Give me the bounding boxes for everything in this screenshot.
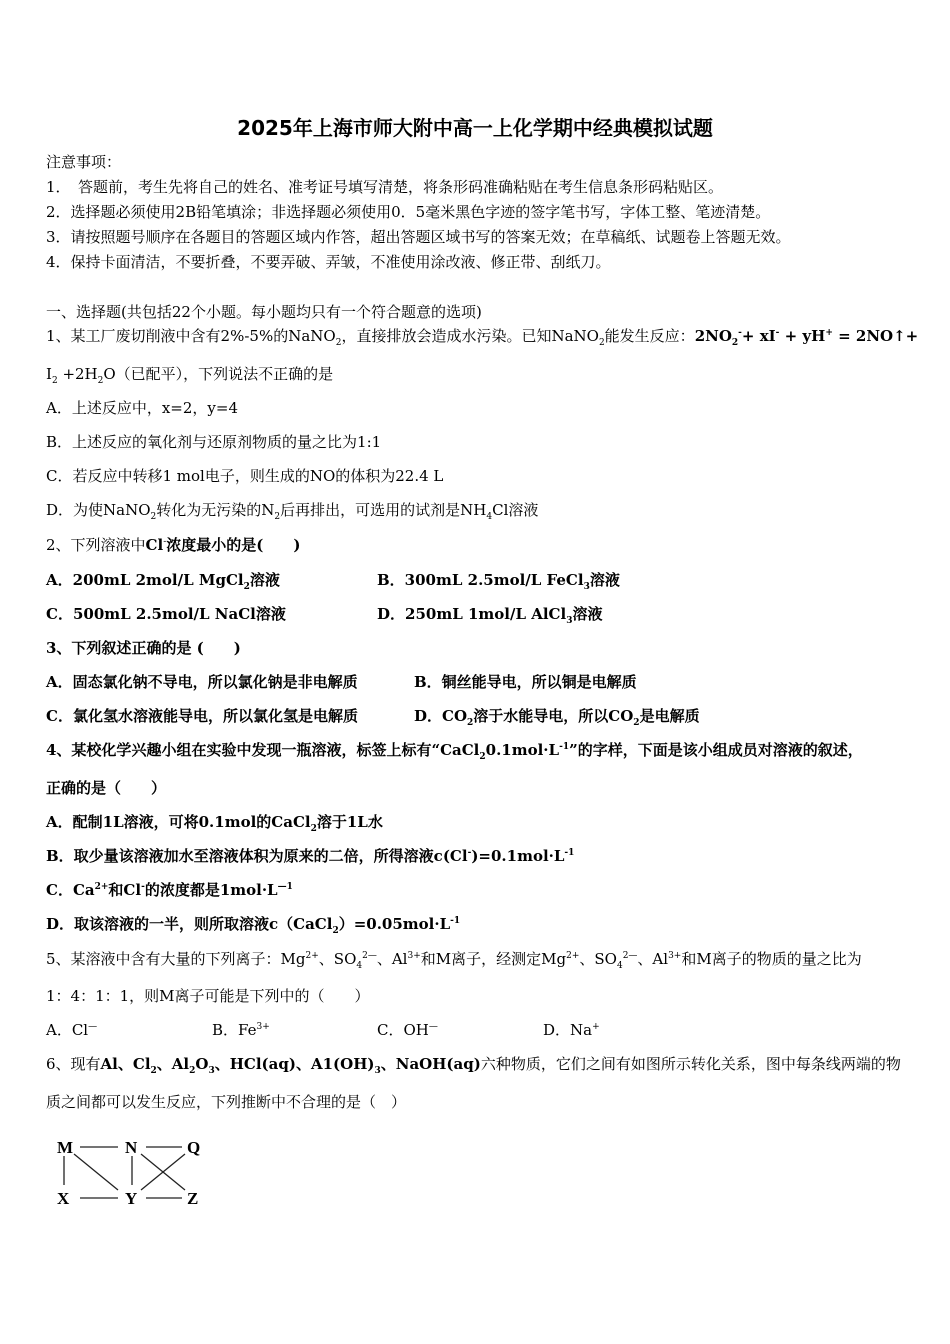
page-title: 2025年上海市师大附中高一上化学期中经典模拟试题 [237,116,713,140]
edge-m-y [74,1154,118,1190]
q5-option-a: A．Cl— [46,1021,98,1039]
q3-option-d: D．$CO_2$溶于水能导电，所以$CO_2$是电解质 [414,707,700,728]
node-y: Y [125,1189,138,1208]
notice-item-2: 2．选择题必须使用2B铅笔填涂；非选择题必须使用0．5毫米黑色字迹的签字笔书写，字体工整、笔迹清楚。 [46,203,771,221]
notice-item-1: 1． 答题前，考生先将自己的姓名、准考证号填写清楚，将条形码准确粘贴在考生信息条形码粘贴区。 [46,178,724,196]
notice-item-4: 4．保持卡面清洁，不要折叠，不要弄破、弄皱，不准使用涂改液、修正带、刮纸刀。 [46,253,611,271]
node-z: Z [187,1189,199,1208]
notice-heading: 注意事项： [46,153,122,171]
q2-option-a: A．200mL 2mol/L MgCl$_2$溶液 [46,571,280,592]
question-5-stem-cont: 1：4：1：1，则M离子可能是下列中的（ ） [46,987,370,1005]
reaction-diagram [50,1132,210,1212]
q5-option-c: C．OH— [377,1021,438,1039]
equation: $2NO_2^-+ xI^- + yH^+$ = 2NO↑+ [694,327,919,348]
q4-option-c: C．$Ca^{2+}$和Cl-的浓度都是$1mol\cdot L^{—1}$ [46,881,293,899]
q3-option-a: A．固态氯化钠不导电，所以氯化钠是非电解质 [46,673,358,691]
question-1-stem-cont: $I_2 +2H_2O$（已配平），下列说法不正确的是 [46,365,334,386]
q1-option-b: B．上述反应的氧化剂与还原剂物质的量之比为1:1 [46,433,382,451]
q2-option-b: B．300mL 2.5mol/L FeCl$_3$溶液 [377,571,620,592]
question-3-stem: 3、下列叙述正确的是 ( ) [46,639,241,657]
q3-option-c: C．氯化氢水溶液能导电，所以氯化氢是电解质 [46,707,358,725]
q4-option-d: D．取该溶液的一半，则所取溶液$c(CaCl_2)=0.05mol\cdot L^{-1}$ [46,915,461,936]
question-6-stem: 6、现有Al、$Cl_2$、$Al_2O_3$、HCl(aq)、$A1(OH)_3$、NaOH(aq)六种物质，它们之间有如图所示转化关系，图中每条线两端的物 [46,1055,901,1076]
node-n: N [125,1138,138,1157]
question-6-stem-cont: 质之间都可以发生反应，下列推断中不合理的是（ ） [46,1093,407,1111]
q2-option-d: D．250mL 1mol/L AlCl$_3$溶液 [377,605,603,626]
node-q: Q [187,1138,201,1157]
q1-option-d: D．为使NaNO$_2$转化为无污染的$N_2$后再排出，可选用的试剂是$NH_4Cl$溶液 [46,501,539,522]
node-m: M [57,1138,74,1157]
q2-option-c: C．500mL 2.5mol/L NaCl溶液 [46,605,286,623]
q5-option-b: B．$Fe^{3+}$ [212,1021,270,1039]
q1-option-a: A．上述反应中，x=2，y=4 [46,399,238,417]
q4-option-a: A．配制1L溶液，可将0.1mol的CaCl$_2$溶于1L水 [46,813,383,834]
question-1-stem: 1、某工厂废切削液中含有2%-5%的NaNO$_2$，直接排放会造成水污染。已知NaNO$_2$能发生反应：$2NO_2^-+ xI^- + yH^+$ = 2NO↑+ [46,327,919,348]
notice-item-3: 3．请按照题号顺序在各题目的答题区域内作答，超出答题区域书写的答案无效；在草稿纸、试题卷上答题无效。 [46,228,791,246]
question-5-stem: 5、某溶液中含有大量的下列离子：$Mg^{2+}$、$SO_4^{2—}$、$Al^{3+}$和M离子，经测定$Mg^{2+}$、$SO_4^{2—}$、$Al^{3+}$和M离子的物质的量之比为 [46,950,862,971]
question-4-stem: 4、某校化学兴趣小组在实验中发现一瓶溶液，标签上标有“$CaCl_20.1mol\cdot L^{-1}$”的字样，下面是该小组成员对溶液的叙述， [46,741,863,762]
node-x: X [57,1189,70,1208]
section-heading: 一、选择题(共包括22个小题。每小题均只有一个符合题意的选项) [46,303,482,321]
question-2-stem: 2、下列溶液中Cl-浓度最小的是( ) [46,536,301,554]
question-4-stem-cont: 正确的是（ ） [46,779,167,797]
q5-option-d: D．Na+ [543,1021,600,1039]
q4-option-b: B．取少量该溶液加水至溶液体积为原来的二倍，所得溶液$c(Cl^-)=0.1mol\cdot L^{-1}$ [46,847,575,865]
q3-option-b: B．铜丝能导电，所以铜是电解质 [414,673,637,691]
q1-option-c: C．若反应中转移1 mol电子，则生成的NO的体积为22.4 L [46,467,444,485]
